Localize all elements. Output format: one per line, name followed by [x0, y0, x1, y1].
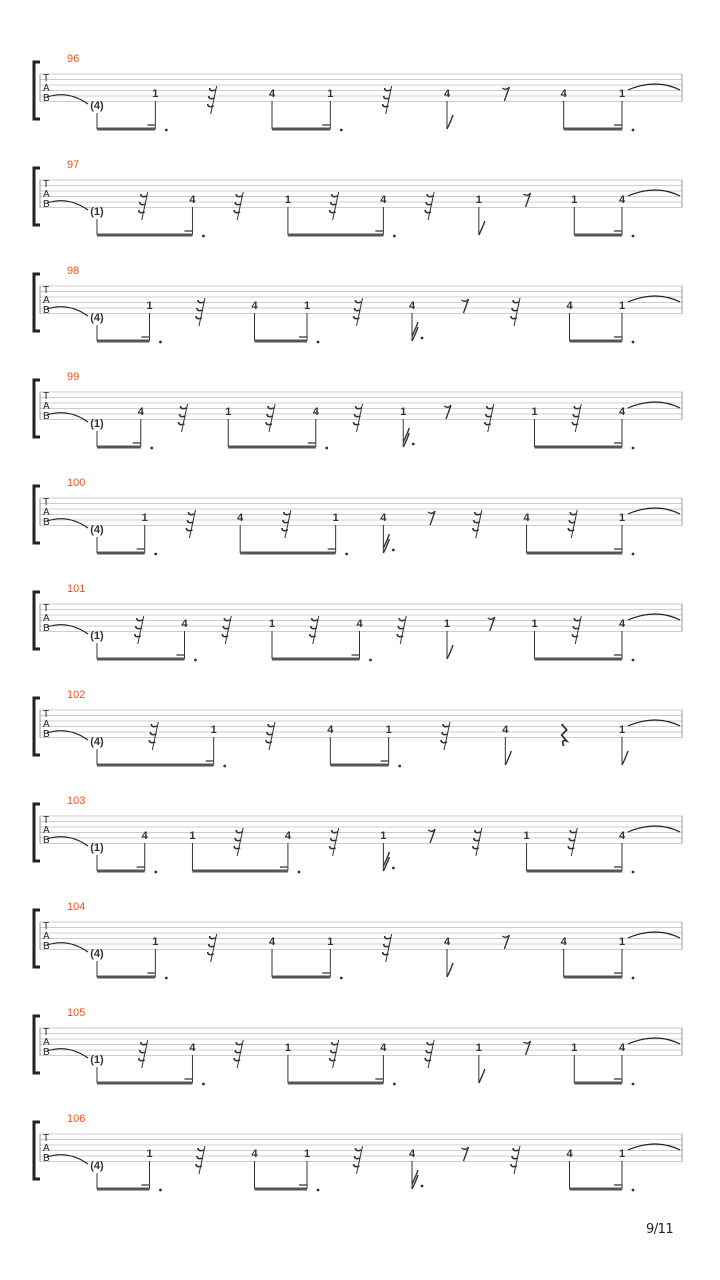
rest-hook — [268, 406, 274, 409]
tab-system — [34, 583, 682, 661]
augmentation-dot — [345, 553, 348, 556]
rest-hook — [574, 406, 580, 409]
augmentation-dot — [150, 447, 153, 450]
fret-number: 4 — [502, 724, 509, 736]
note-flag — [479, 1069, 485, 1083]
rest-hook — [356, 1148, 362, 1151]
fret-number: 4 — [408, 300, 416, 312]
rest-hook — [224, 618, 230, 621]
tab-system — [34, 371, 682, 449]
eighth-rest — [502, 935, 509, 949]
system-bracket — [34, 804, 40, 861]
system-bracket — [34, 698, 40, 755]
augmentation-dot — [393, 235, 396, 238]
tab-clef-letter: A — [43, 825, 50, 836]
tab-clef-letter: T — [43, 1027, 50, 1038]
fret-number: 1 — [475, 1042, 482, 1054]
fret-number: 4 — [566, 300, 573, 312]
tab-clef-letter: A — [43, 931, 50, 942]
fret-number: 4 — [189, 194, 196, 206]
fret-number: 1 — [327, 936, 334, 948]
tab-clef-letter: B — [43, 835, 50, 846]
tab-clef-letter: B — [43, 199, 50, 210]
note-flag — [622, 751, 628, 765]
tab-system — [34, 1007, 682, 1085]
rest-hook — [210, 88, 216, 91]
note-flag — [447, 115, 453, 129]
rest-hook — [181, 406, 187, 409]
fret-number: 4 — [141, 830, 148, 842]
tab-clef-letter: T — [43, 603, 50, 614]
eighth-rest — [428, 829, 435, 843]
fret-number: 1 — [618, 512, 626, 524]
fret-number: (4) — [90, 100, 104, 112]
measure-number: 100 — [67, 477, 86, 489]
measure-number: 103 — [67, 795, 86, 807]
fret-number: 4 — [523, 512, 530, 524]
tab-clef-letter: B — [43, 305, 50, 316]
augmentation-dot — [632, 447, 635, 450]
fret-number: 4 — [560, 88, 567, 100]
augmentation-dot — [632, 659, 635, 662]
fret-number: 1 — [189, 830, 196, 842]
fret-number: (1) — [90, 206, 104, 218]
fret-number: 4 — [268, 88, 276, 100]
augmentation-dot — [632, 129, 635, 132]
eighth-rest — [428, 511, 435, 525]
fret-number: 4 — [443, 936, 451, 948]
fret-number: 4 — [327, 724, 334, 736]
fret-number: 4 — [284, 830, 291, 842]
tab-system — [34, 477, 682, 555]
fret-number: 1 — [303, 1148, 311, 1160]
rest-hook — [141, 1042, 147, 1045]
page-indicator: 9/11 — [646, 1222, 674, 1237]
fret-number: (4) — [90, 736, 104, 748]
rest-hook — [399, 618, 405, 621]
fret-number: (1) — [90, 630, 104, 642]
tab-clef-letter: T — [43, 815, 50, 826]
tab-clef-letter: A — [43, 83, 50, 94]
augmentation-dot — [412, 443, 415, 446]
rest-hook — [427, 194, 433, 197]
fret-number: (1) — [90, 1054, 104, 1066]
fret-number: 1 — [152, 936, 159, 948]
rest-hook — [332, 194, 338, 197]
fret-number: 4 — [268, 936, 276, 948]
augmentation-dot — [369, 659, 372, 662]
fret-number: 1 — [225, 406, 232, 418]
tab-clef-letter: B — [43, 1153, 50, 1164]
fret-number: 1 — [146, 1148, 153, 1160]
measure-number: 96 — [67, 53, 80, 65]
fret-number: 1 — [303, 300, 311, 312]
rest-hook — [137, 618, 143, 621]
tab-clef-letter: B — [43, 1047, 50, 1058]
fret-number: 4 — [408, 1148, 416, 1160]
fret-number: (4) — [90, 948, 104, 960]
tab-clef-letter: A — [43, 1143, 50, 1154]
rest-hook — [236, 830, 242, 833]
tab-clef-letter: B — [43, 623, 50, 634]
rest-hook — [443, 724, 449, 727]
tab-system — [34, 689, 682, 767]
quarter-rest — [562, 724, 567, 746]
augmentation-dot — [632, 871, 635, 874]
augmentation-dot — [398, 765, 401, 768]
measure-number: 99 — [67, 371, 80, 383]
eighth-rest — [524, 193, 531, 207]
tab-clef-letter: T — [43, 497, 50, 508]
tab-clef-letter: T — [43, 1133, 50, 1144]
tab-clef-letter: B — [43, 93, 50, 104]
eighth-rest — [488, 617, 495, 631]
fret-number: 4 — [618, 618, 626, 630]
fret-number: (4) — [90, 524, 104, 536]
fret-number: 4 — [356, 618, 363, 630]
augmentation-dot — [632, 235, 635, 238]
fret-number: 1 — [443, 618, 451, 630]
rest-hook — [284, 512, 290, 515]
tab-clef-letter: A — [43, 719, 50, 730]
rest-hook — [151, 724, 157, 727]
augmentation-dot — [317, 341, 320, 344]
tab-system — [34, 53, 682, 131]
fret-number: (1) — [90, 842, 104, 854]
augmentation-dot — [154, 553, 157, 556]
fret-number: 1 — [210, 724, 217, 736]
fret-number: 4 — [380, 1042, 387, 1054]
rest-hook — [475, 512, 481, 515]
tab-system — [34, 1113, 682, 1191]
tab-clef-letter: T — [43, 709, 50, 720]
eighth-rest — [502, 87, 509, 101]
tab-clef-letter: B — [43, 517, 50, 528]
fret-number: 4 — [560, 936, 567, 948]
eighth-rest — [444, 405, 451, 419]
note-flag — [447, 645, 453, 659]
fret-number: 1 — [141, 512, 148, 524]
measure-number: 97 — [67, 159, 80, 171]
rest-hook — [268, 724, 274, 727]
augmentation-dot — [165, 129, 168, 132]
augmentation-dot — [165, 977, 168, 980]
augmentation-dot — [325, 447, 328, 450]
fret-number: 1 — [284, 194, 291, 206]
fret-number: 1 — [327, 88, 334, 100]
augmentation-dot — [298, 871, 301, 874]
augmentation-dot — [202, 1083, 205, 1086]
note-flag — [479, 221, 485, 235]
augmentation-dot — [392, 867, 395, 870]
note-flag — [447, 963, 453, 977]
augmentation-dot — [194, 659, 197, 662]
tab-clef-letter: A — [43, 507, 50, 518]
rest-hook — [141, 194, 147, 197]
rest-hook — [475, 830, 481, 833]
augmentation-dot — [632, 341, 635, 344]
tab-clef-letter: A — [43, 1037, 50, 1048]
augmentation-dot — [421, 337, 424, 340]
augmentation-dot — [223, 765, 226, 768]
fret-number: 4 — [380, 194, 387, 206]
tab-system — [34, 159, 682, 237]
system-bracket — [34, 910, 40, 967]
fret-number: 1 — [571, 1042, 578, 1054]
tab-clef-letter: T — [43, 179, 50, 190]
fret-number: 1 — [618, 936, 626, 948]
tab-clef-letter: A — [43, 613, 50, 624]
note-flag — [505, 751, 511, 765]
fret-number: 1 — [332, 512, 339, 524]
tab-clef-letter: T — [43, 391, 50, 402]
rest-hook — [574, 618, 580, 621]
system-bracket — [34, 486, 40, 543]
augmentation-dot — [159, 341, 162, 344]
tab-system — [34, 901, 682, 979]
tab-clef-letter: B — [43, 941, 50, 952]
eighth-rest — [524, 1041, 531, 1055]
fret-number: 1 — [268, 618, 276, 630]
rest-hook — [513, 1148, 519, 1151]
augmentation-dot — [632, 553, 635, 556]
rest-hook — [427, 1042, 433, 1045]
fret-number: 4 — [618, 406, 626, 418]
fret-number: 4 — [189, 1042, 196, 1054]
augmentation-dot — [317, 1189, 320, 1192]
fret-number: 1 — [618, 724, 626, 736]
rest-hook — [356, 300, 362, 303]
rest-hook — [312, 618, 318, 621]
rest-hook — [198, 1148, 204, 1151]
fret-number: (4) — [90, 1160, 104, 1172]
system-bracket — [34, 62, 40, 119]
tab-clef-letter: B — [43, 411, 50, 422]
fret-number: 1 — [618, 88, 626, 100]
fret-number: (1) — [90, 418, 104, 430]
measure-number: 105 — [67, 1007, 86, 1019]
eighth-rest — [462, 299, 469, 313]
fret-number: 4 — [380, 512, 387, 524]
rest-hook — [236, 1042, 242, 1045]
fret-number: 1 — [400, 406, 407, 418]
augmentation-dot — [340, 129, 343, 132]
rest-hook — [236, 194, 242, 197]
tab-clef-letter: A — [43, 401, 50, 412]
system-bracket — [34, 592, 40, 649]
rest-hook — [332, 830, 338, 833]
fret-number: 1 — [385, 724, 392, 736]
measure-number: 101 — [67, 583, 86, 595]
fret-number: 4 — [618, 194, 626, 206]
fret-number: 4 — [566, 1148, 573, 1160]
rest-hook — [385, 88, 391, 91]
measure-number: 104 — [67, 901, 86, 913]
tab-clef-letter: T — [43, 921, 50, 932]
augmentation-dot — [340, 977, 343, 980]
measure-number: 98 — [67, 265, 80, 277]
eighth-rest — [462, 1147, 469, 1161]
system-bracket — [34, 380, 40, 437]
fret-number: 1 — [571, 194, 578, 206]
tab-clef-letter: A — [43, 189, 50, 200]
fret-number: 1 — [146, 300, 153, 312]
system-bracket — [34, 274, 40, 331]
augmentation-dot — [393, 1083, 396, 1086]
tab-clef-letter: A — [43, 295, 50, 306]
fret-number: 4 — [137, 406, 144, 418]
rest-hook — [198, 300, 204, 303]
fret-number: 1 — [531, 406, 538, 418]
fret-number: 4 — [237, 512, 244, 524]
augmentation-dot — [392, 549, 395, 552]
fret-number: 4 — [312, 406, 319, 418]
system-bracket — [34, 1016, 40, 1073]
system-bracket — [34, 168, 40, 225]
tab-clef-letter: T — [43, 285, 50, 296]
system-bracket — [34, 1122, 40, 1179]
tab-clef-letter: B — [43, 729, 50, 740]
fret-number: 4 — [251, 300, 258, 312]
fret-number: 1 — [284, 1042, 291, 1054]
rest-hook — [332, 1042, 338, 1045]
rest-hook — [513, 300, 519, 303]
augmentation-dot — [632, 1189, 635, 1192]
fret-number: 4 — [618, 1042, 626, 1054]
fret-number: 4 — [443, 88, 451, 100]
rest-hook — [570, 830, 576, 833]
tab-system — [34, 795, 682, 873]
fret-number: 4 — [251, 1148, 258, 1160]
augmentation-dot — [421, 1185, 424, 1188]
augmentation-dot — [632, 1083, 635, 1086]
fret-number: 1 — [531, 618, 538, 630]
fret-number: (4) — [90, 312, 104, 324]
fret-number: 1 — [152, 88, 159, 100]
measure-number: 106 — [67, 1113, 86, 1125]
fret-number: 1 — [380, 830, 387, 842]
augmentation-dot — [202, 235, 205, 238]
augmentation-dot — [159, 1189, 162, 1192]
fret-number: 1 — [523, 830, 530, 842]
augmentation-dot — [632, 977, 635, 980]
fret-number: 4 — [181, 618, 188, 630]
rest-hook — [210, 936, 216, 939]
fret-number: 4 — [618, 830, 626, 842]
augmentation-dot — [154, 871, 157, 874]
rest-hook — [188, 512, 194, 515]
rest-hook — [487, 406, 493, 409]
rest-hook — [356, 406, 362, 409]
rest-hook — [570, 512, 576, 515]
fret-number: 1 — [618, 1148, 626, 1160]
rest-hook — [385, 936, 391, 939]
tab-clef-letter: T — [43, 73, 50, 84]
tab-system — [34, 265, 682, 343]
fret-number: 1 — [618, 300, 626, 312]
fret-number: 1 — [475, 194, 482, 206]
measure-number: 102 — [67, 689, 86, 701]
